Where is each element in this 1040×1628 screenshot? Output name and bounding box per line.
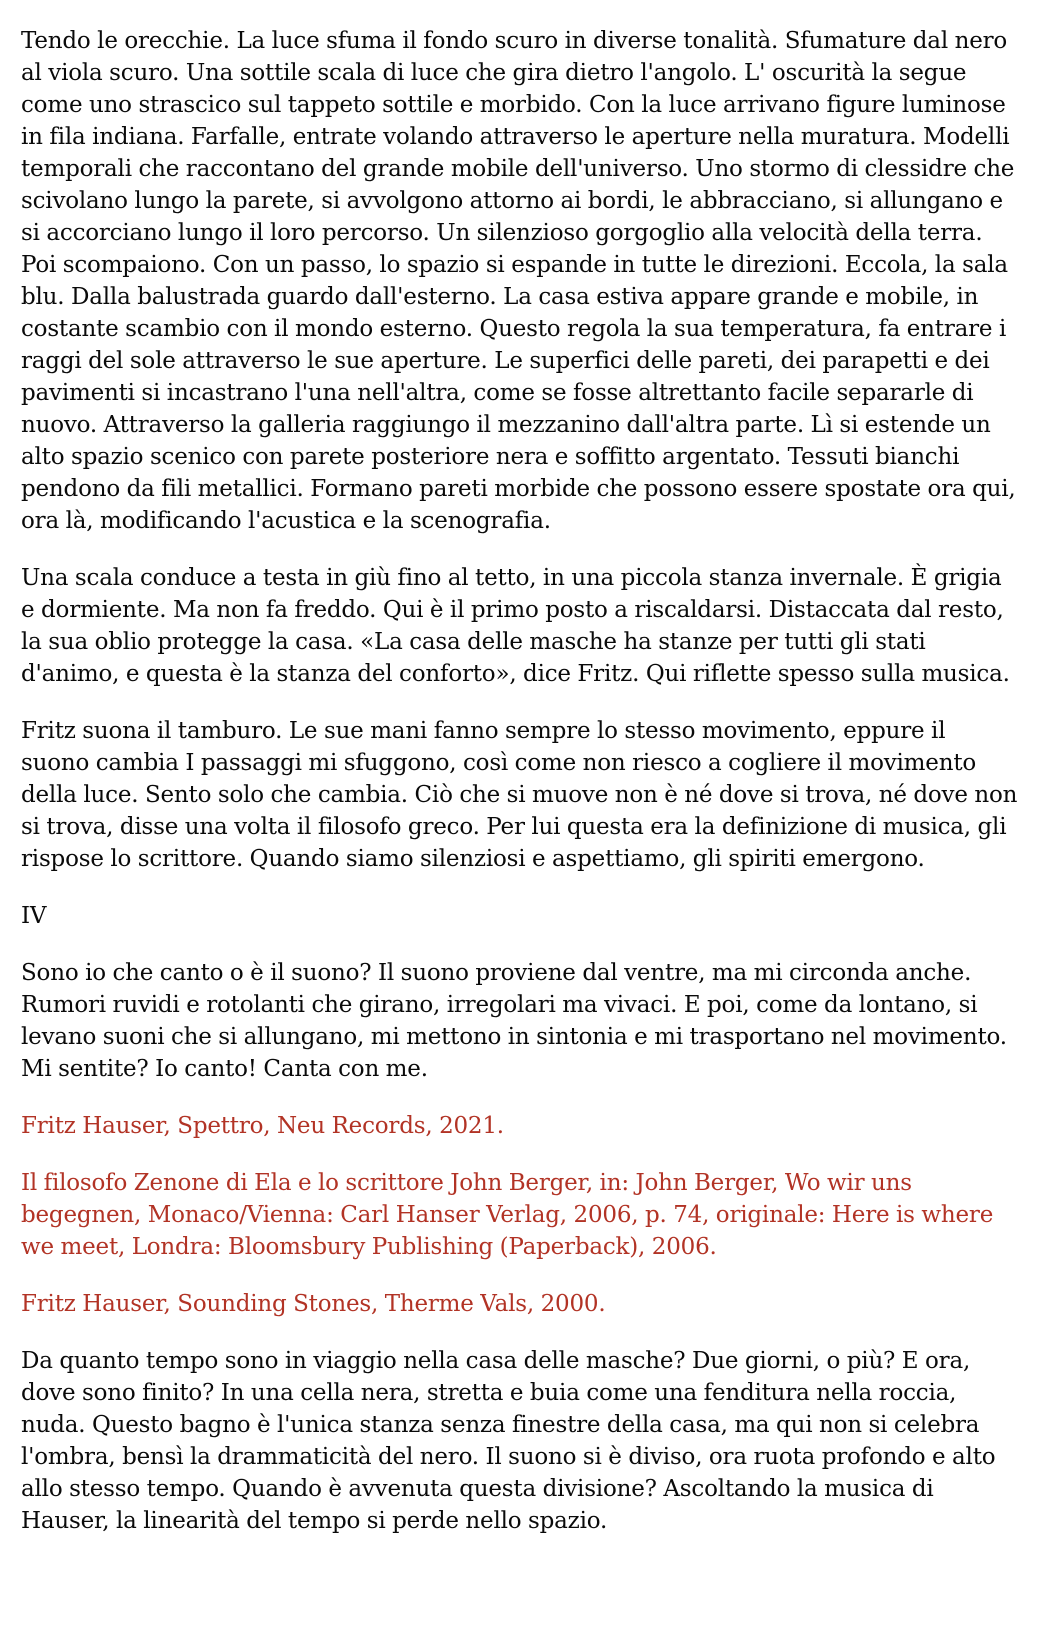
section-heading-iv: IV [21,903,47,929]
paragraph-3: Fritz suona il tamburo. Le sue mani fanno sempre lo stesso movimento, eppure il suono cambia I passaggi mi sfuggono, così come non riesco a cogliere il movimento della luce. Sento solo che cambia. Ciò che si muove non è né dove si trova, né dove non si trova, disse una volta il filosofo greco. Per lui questa era la definizione di musica, gli rispose lo scrittore. Quando siamo silenziosi e aspettiamo, gli spiriti emergono. [21,718,1018,872]
paragraph-5: Da quanto tempo sono in viaggio nella casa delle masche? Due giorni, o più? E ora, dove sono finito? In una cella nera, stretta e buia come una fenditura nella roccia, nuda. Questo bagno è l'unica stanza senza finestre della casa, ma qui non si celebra l'ombra, bensì la drammaticità del nero. Il suono si è diviso, ora ruota profondo e alto allo stesso tempo. Quando è avvenuta questa divisione? Ascoltando la musica di Hauser, la linearità del tempo si perde nello spazio. [21,1348,996,1534]
citation-2: Il filosofo Zenone di Ela e lo scrittore John Berger, in: John Berger, Wo wir uns begegnen, Monaco/Vienna: Carl Hanser Verlag, 2006, p. 74, originale: Here is where we meet, Londra: Bloomsbury Publishing (Paperback), 2006. [21,1170,994,1260]
paragraph-2: Una scala conduce a testa in giù fino al tetto, in una piccola stanza invernale. È grigia e dormiente. Ma non fa freddo. Qui è il primo posto a riscaldarsi. Distaccata dal resto, la sua oblio protegge la casa. «La casa delle masche ha stanze per tutti gli stati d'animo, e questa è la stanza del conforto», dice Fritz. Qui riflette spesso sulla musica. [21,565,1010,687]
paragraph-4: Sono io che canto o è il suono? Il suono proviene dal ventre, ma mi circonda anche. Rumori ruvidi e rotolanti che girano, irregolari ma vivaci. E poi, come da lontano, si levano suoni che si allungano, mi mettono in sintonia e mi trasportano nel movimento. Mi sentite? Io canto! Canta con me. [21,960,1007,1082]
citation-3: Fritz Hauser, Sounding Stones, Therme Vals, 2000. [21,1291,606,1317]
document-text-body [21,25,1020,1537]
paragraph-1: Tendo le orecchie. La luce sfuma il fondo scuro in diverse tonalità. Sfumature dal nero al viola scuro. Una sottile scala di luce che gira dietro l'angolo. L' oscurità la segue come uno strascico sul tappeto sottile e morbido. Con la luce arrivano figure luminose in fila indiana. Farfalle, entrate volando attraverso le aperture nella muratura. Modelli temporali che raccontano del grande mobile dell'universo. Uno stormo di clessidre che scivolano lungo la parete, si avvolgono attorno ai bordi, le abbracciano, si allungano e si accorciano lungo il loro percorso. Un silenzioso gorgoglio alla velocità della terra. Poi scompaiono. Con un passo, lo spazio si espande in tutte le direzioni. Eccola, la sala blu. Dalla balustrada guardo dall'esterno. La casa estiva appare grande e mobile, in costante scambio con il mondo esterno. Questo regola la sua temperatura, fa entrare i raggi del sole attraverso le sue aperture. Le superfici delle pareti, dei parapetti e dei pavimenti si incastrano l'una nell'altra, come se fosse altrettanto facile separarle di nuovo. Attraverso la galleria raggiungo il mezzanino dall'altra parte. Lì si estende un alto spazio scenico con parete posteriore nera e soffitto argentato. Tessuti bianchi pendono da fili metallici. Formano pareti morbide che possono essere spostate ora qui, ora là, modificando l'acustica e la scenografia. [21,28,1016,534]
citation-1: Fritz Hauser, Spettro, Neu Records, 2021. [21,1113,504,1139]
